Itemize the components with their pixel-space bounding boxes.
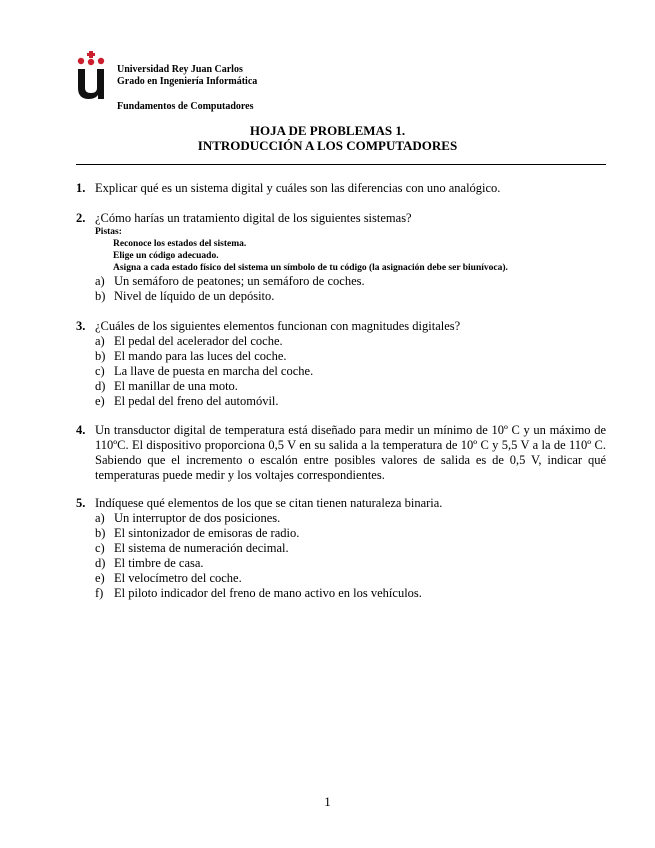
question-text: Indíquese qué elementos de los que se citan tienen naturaleza binaria. [95,496,443,510]
item-letter: e) [95,571,105,585]
item-text: La llave de puesta en marcha del coche. [114,364,314,378]
institution-block [117,64,257,88]
title-line-1: HOJA DE PROBLEMAS 1. [249,123,406,138]
question-5 [76,496,606,601]
item-text: Un interruptor de dos posiciones. [114,511,281,525]
item-letter: f) [95,586,104,600]
item-letter: e) [95,394,105,408]
list-item [95,289,606,304]
page-number: 1 [324,794,331,809]
list-item [95,274,606,289]
question-number: 2. [76,211,86,225]
item-text: El pedal del acelerador del coche. [114,334,283,348]
item-text: El mando para las luces del coche. [114,349,287,363]
answer-list [76,274,606,304]
question-1 [76,181,606,196]
hint-item: Reconoce los estados del sistema. [113,239,247,249]
title-divider [76,164,606,165]
hint-item: Elige un código adecuado. [113,251,219,261]
item-text: El pedal del freno del automóvil. [114,394,279,408]
question-4 [76,423,606,483]
list-item [95,394,606,409]
item-letter: d) [95,556,106,570]
question-number: 3. [76,319,86,333]
item-letter: c) [95,541,105,555]
list-item [95,511,606,526]
item-letter: b) [95,289,106,303]
item-letter: a) [95,274,105,288]
list-item [95,334,606,349]
list-item [95,571,606,586]
item-text: El timbre de casa. [114,556,204,570]
item-text: El manillar de una moto. [114,379,238,393]
list-item [95,556,606,571]
hint-item: Asigna a cada estado físico del sistema un símbolo de tu código (la asignación debe ser biunívoca). [113,263,508,273]
list-item [95,526,606,541]
list-item [95,349,606,364]
item-letter: c) [95,364,105,378]
item-text: El sintonizador de emisoras de radio. [114,526,300,540]
university-logo-icon [76,50,106,100]
item-letter: d) [95,379,106,393]
question-number: 5. [76,496,86,510]
page-title [0,123,655,153]
list-item [95,541,606,556]
university-name: Universidad Rey Juan Carlos [117,64,243,75]
degree-name: Grado en Ingeniería Informática [117,76,258,87]
question-number: 1. [76,181,86,195]
answer-list [76,334,606,409]
item-text: Nivel de líquido de un depósito. [114,289,275,303]
question-text: Explicar qué es un sistema digital y cuáles son las diferencias con uno analógico. [95,181,501,195]
question-3 [76,319,606,409]
list-item [95,586,606,601]
item-text: El velocímetro del coche. [114,571,242,585]
list-item [95,379,606,394]
item-letter: a) [95,511,105,525]
course-name: Fundamentos de Computadores [117,101,254,112]
question-number: 4. [76,423,86,437]
question-text: ¿Cuáles de los siguientes elementos funcionan con magnitudes digitales? [95,319,461,333]
answer-list [76,511,606,601]
item-text: El piloto indicador del freno de mano activo en los vehículos. [114,586,422,600]
hints-label: Pistas: [95,227,122,237]
question-2 [76,211,606,304]
item-text: Un semáforo de peatones; un semáforo de coches. [114,274,365,288]
item-letter: b) [95,526,106,540]
item-letter: a) [95,334,105,348]
question-text: Un transductor digital de temperatura está diseñado para medir un mínimo de 10º C y un máximo de 110ºC. El dispositivo proporciona 0,5 V en su salida a la temperatura de 10º C y 5,5 V a la de 110º C. Sabiendo que el incremento o escalón entre posibles valores de salida es de 0,5 V, indicar qué temperaturas puede medir y los voltajes correspondientes. [95,423,606,482]
question-text: ¿Cómo harías un tratamiento digital de los siguientes sistemas? [95,211,412,225]
list-item [95,364,606,379]
title-line-2: INTRODUCCIÓN A LOS COMPUTADORES [197,138,458,153]
item-letter: b) [95,349,106,363]
item-text: El sistema de numeración decimal. [114,541,289,555]
